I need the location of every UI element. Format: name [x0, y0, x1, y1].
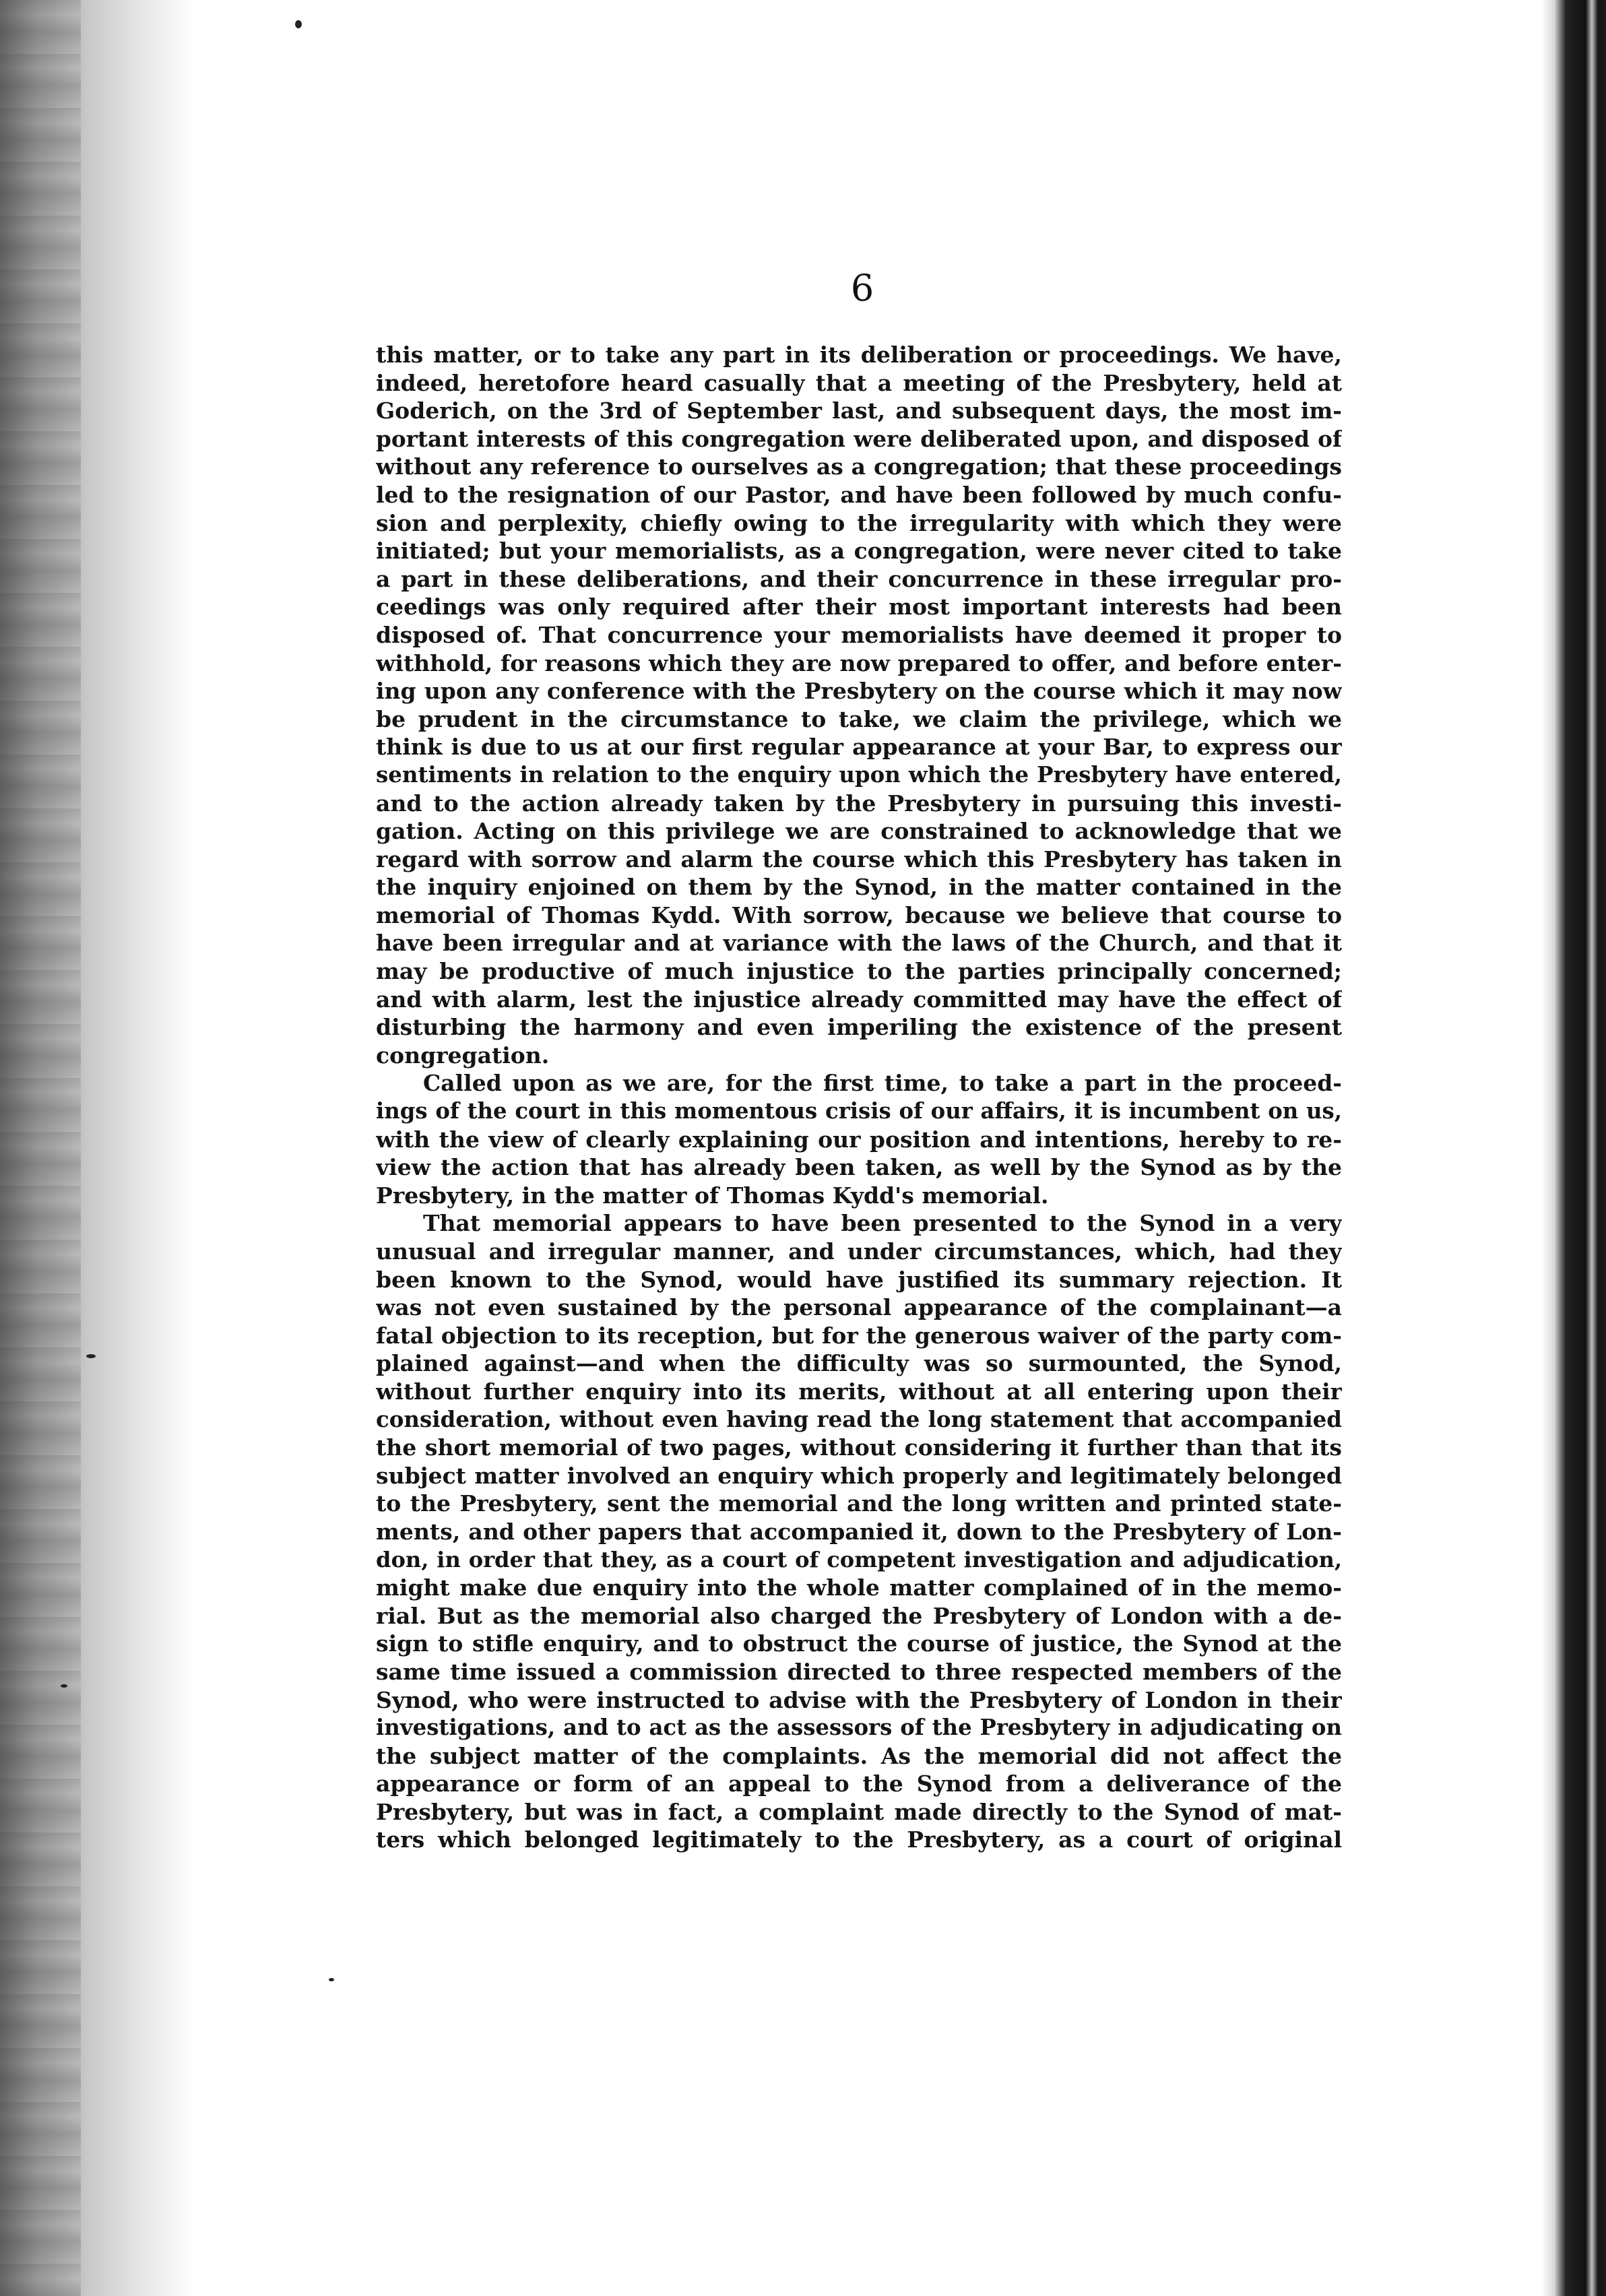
scan-speck — [295, 20, 302, 28]
text-line: indeed, heretofore heard casually that a meeting of the Presbytery, held at — [376, 369, 1342, 396]
page-number: 6 — [850, 267, 874, 309]
text-line: consideration, without even having read the long statement that accompanied — [376, 1406, 1342, 1432]
text-line: congregation. — [376, 1042, 550, 1069]
text-line: the short memorial of two pages, without considering it further than that its — [376, 1434, 1342, 1461]
text-line: ters which belonged legitimately to the Presbytery, as a court of original — [376, 1826, 1342, 1853]
text-line: might make due enquiry into the whole matter complained of in the memo- — [376, 1574, 1342, 1601]
text-line: Goderich, on the 3rd of September last, and subsequent days, the most im- — [376, 397, 1342, 424]
text-line: sion and perplexity, chiefly owing to the irregularity with which they were — [376, 509, 1342, 536]
text-line: rial. But as the memorial also charged the Presbytery of London with a de- — [376, 1602, 1342, 1629]
text-line: ments, and other papers that accompanied it, down to the Presbytery of Lon- — [376, 1518, 1342, 1545]
text-line: and to the action already taken by the Presbytery in pursuing this investi- — [376, 790, 1342, 817]
text-line: to the Presbytery, sent the memorial and the long written and printed state- — [376, 1490, 1342, 1517]
text-line: a part in these deliberations, and their concurrence in these irregular pro- — [376, 565, 1342, 592]
text-line: with the view of clearly explaining our position and intentions, hereby to re- — [376, 1126, 1342, 1153]
text-line: portant interests of this congregation were deliberated upon, and disposed of — [376, 425, 1342, 452]
text-line: was not even sustained by the personal appearance of the complainant—a — [376, 1294, 1342, 1321]
text-line: Synod, who were instructed to advise with the Presbytery of London in their — [376, 1686, 1342, 1713]
text-line: be prudent in the circumstance to take, we claim the privilege, which we — [376, 705, 1342, 732]
text-line: initiated; but your memorialists, as a congregation, were never cited to take — [376, 538, 1342, 565]
text-line: led to the resignation of our Pastor, and have been followed by much confu- — [376, 481, 1342, 508]
text-line: fatal objection to its reception, but for the generous waiver of the party com- — [376, 1322, 1342, 1349]
text-line: gation. Acting on this privilege we are constrained to acknowledge that we — [376, 818, 1342, 845]
text-line: unusual and irregular manner, and under circumstances, which, had they — [376, 1238, 1342, 1265]
text-line: appearance or form of an appeal to the Synod from a deliverance of the — [376, 1771, 1342, 1797]
text-line: have been irregular and at variance with the laws of the Church, and that it — [376, 930, 1342, 957]
text-line: plained against—and when the difficulty was so surmounted, the Synod, — [376, 1350, 1342, 1377]
text-line: ceedings was only required after their most important interests had been — [376, 594, 1342, 620]
text-line: Presbytery, in the matter of Thomas Kydd's memorial. — [376, 1182, 1049, 1209]
text-line: That memorial appears to have been presented to the Synod in a very — [423, 1210, 1342, 1237]
text-line: disturbing the harmony and even imperiling the existence of the present — [376, 1014, 1342, 1041]
text-line: the subject matter of the complaints. As the memorial did not affect the — [376, 1742, 1342, 1769]
text-line: and with alarm, lest the injustice already committed may have the effect of — [376, 986, 1342, 1013]
scan-margin-texture — [0, 0, 81, 2296]
text-line: may be productive of much injustice to the parties principally concerned; — [376, 958, 1342, 985]
text-line: investigations, and to act as the assessors of the Presbytery in adjudicating on — [376, 1715, 1342, 1741]
text-line: same time issued a commission directed to three respected members of the — [376, 1658, 1342, 1685]
text-line: been known to the Synod, would have justified its summary rejection. It — [376, 1266, 1342, 1293]
scan-speck — [61, 1684, 67, 1688]
text-line: subject matter involved an enquiry which properly and legitimately belonged — [376, 1462, 1342, 1489]
text-line: sign to stifle enquiry, and to obstruct the course of justice, the Synod at the — [376, 1630, 1342, 1657]
text-line: disposed of. That concurrence your memorialists have deemed it proper to — [376, 621, 1342, 648]
text-line: Called upon as we are, for the first time, to take a part in the proceed- — [423, 1070, 1342, 1097]
text-line: this matter, or to take any part in its deliberation or proceedings. We have, — [376, 342, 1342, 368]
text-line: think is due to us at our first regular appearance at your Bar, to express our — [376, 734, 1342, 761]
scan-right-edge-highlight — [1586, 0, 1598, 2296]
text-line: sentiments in relation to the enquiry upon which the Presbytery have entered, — [376, 761, 1342, 788]
body-text — [376, 341, 1342, 1854]
text-line: the inquiry enjoined on them by the Synod, in the matter contained in the — [376, 874, 1342, 901]
scan-speck — [86, 1354, 96, 1358]
scan-left-margin — [0, 0, 195, 2296]
text-line: ing upon any conference with the Presbytery on the course which it may now — [376, 678, 1342, 705]
text-line: regard with sorrow and alarm the course which this Presbytery has taken in — [376, 846, 1342, 872]
text-line: Presbytery, but was in fact, a complaint made directly to the Synod of mat- — [376, 1798, 1342, 1825]
text-line: without any reference to ourselves as a congregation; that these proceedings — [376, 453, 1342, 480]
text-line: ings of the court in this momentous crisis of our affairs, it is incumbent on us, — [376, 1098, 1342, 1124]
scan-speck — [329, 1978, 334, 1981]
text-line: don, in order that they, as a court of competent investigation and adjudication, — [376, 1546, 1342, 1572]
text-line: view the action that has already been taken, as well by the Synod as by the — [376, 1154, 1342, 1181]
text-line: withhold, for reasons which they are now prepared to offer, and before enter- — [376, 649, 1342, 676]
text-line: without further enquiry into its merits, without at all entering upon their — [376, 1378, 1342, 1405]
text-line: memorial of Thomas Kydd. With sorrow, because we believe that course to — [376, 901, 1342, 928]
